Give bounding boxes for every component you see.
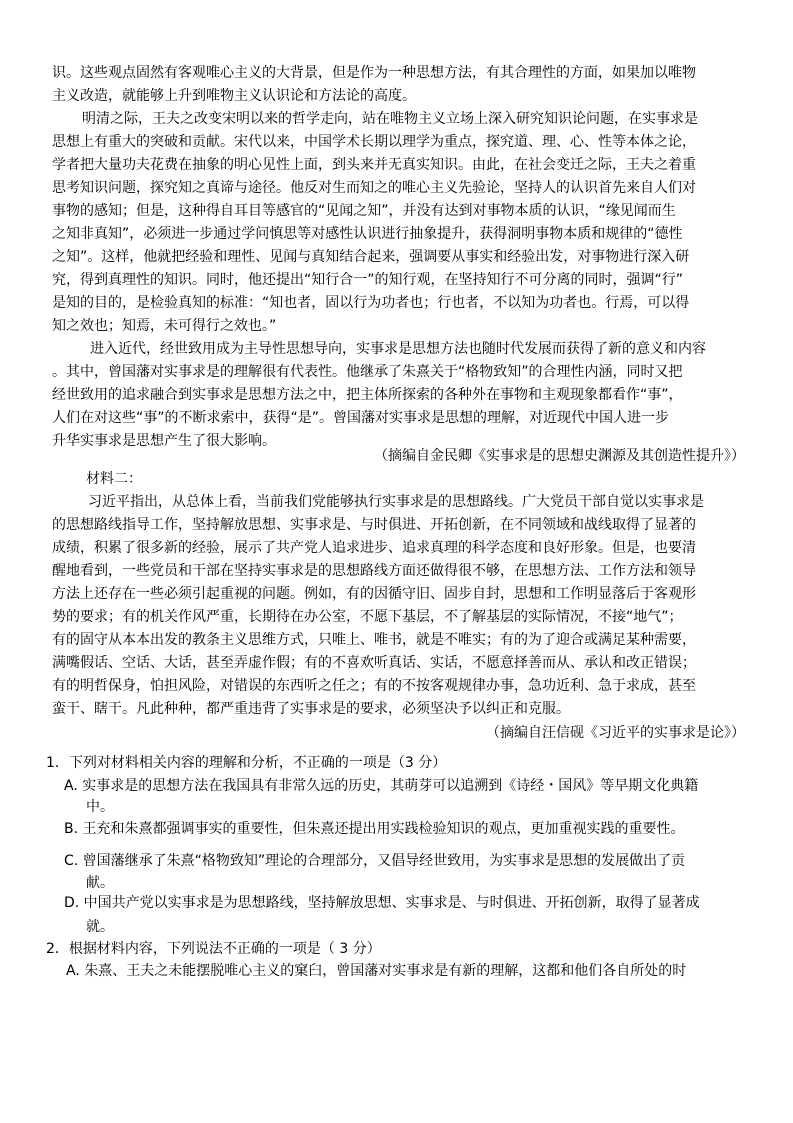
paragraph-line: 升华实事求是思想产生了很大影响。 (52, 433, 276, 449)
paragraph-line: 人们在对这些“事”的不断求索中，获得“是”。曾国藩对实事求是思想的理解，对近现代中国人进一步 (52, 410, 670, 426)
paragraph-line: 有的固守从本本出发的教条主义思维方式，只唯上、唯书，就是不唯实；有的为了迎合或满足某种需要， (52, 632, 696, 648)
source-citation: （摘编自汪信砚《习近平的实事求是论》） (486, 725, 745, 741)
paragraph-line: 识。这些观点固然有客观唯心主义的大背景，但是作为一种思想方法，有其合理性的方面，如果加以唯物 (52, 65, 696, 81)
paragraph-line: 方法上还存在一些必须引起重视的问题。例如，有的因循守旧、固步自封，思想和工作明显落后于客观形 (52, 586, 696, 602)
option-c-continued: 献。 (86, 875, 114, 891)
paragraph-line: 有的明哲保身，怕担风险，对错误的东西听之任之；有的不按客观规律办事，急功近利、急于求成，甚至 (52, 678, 696, 694)
paragraph-line: 势的要求；有的机关作风严重，长期待在办公室，不愿下基层，不了解基层的实际情况，不接“地气”； (52, 609, 683, 625)
paragraph-line: 之知”。这样，他就把经验和理性、见闻与真知结合起来，强调要从事实和经验出发，对事物进行深入研 (52, 249, 690, 265)
paragraph-line: 明清之际，王夫之改变宋明以来的哲学走向，站在唯物主义立场上深入研究知识论问题，在实事求是 (82, 111, 698, 127)
material-heading: 材料二： (86, 471, 142, 487)
paragraph-line: 学者把大量功夫花费在抽象的明心见性上面，到头来并无真实知识。由此，在社会变迁之际，王夫之着重 (52, 157, 696, 173)
paragraph-line: 知之效也；知焉，未可得行之效也。” (52, 318, 277, 334)
paragraph-line: 思想上有重大的突破和贡献。宋代以来，中国学术长期以理学为重点，探究道、理、心、性等本体之论， (52, 134, 696, 150)
option-a: A. 实事求是的思想方法在我国具有非常久远的历史，其萌芽可以追溯到《诗经・国风》等早期文化典籍 (64, 778, 699, 794)
paragraph-line: 之知非真知”，必须进一步通过学问慎思等对感性认识进行抽象提升，获得洞明事物本质和规律的“德性 (52, 226, 683, 242)
option-a: A. 朱熹、王夫之未能摆脱唯心主义的窠臼，曾国藩对实事求是有新的理解，这都和他们各自所处的时 (66, 963, 687, 979)
paragraph-line: 经世致用的追求融合到实事求是思想方法之中，把主体所探索的各种外在事物和主观现象都看作“事”， (52, 387, 683, 403)
paragraph-line: 蛮干、瞎干。凡此种种，都严重违背了实事求是的要求，必须坚决予以纠正和克服。 (52, 701, 570, 717)
paragraph-line: 习近平指出，从总体上看，当前我们党能够执行实事求是的思想路线。广大党员干部自觉以实事求是 (88, 494, 704, 510)
paragraph-line: 醒地看到，一些党员和干部在坚持实事求是的思想路线方面还做得很不够，在思想方法、工作方法和领导 (52, 563, 696, 579)
option-b: B. 王充和朱熹都强调事实的重要性，但朱熹还提出用实践检验知识的观点，更加重视实践的重要性。 (64, 821, 685, 837)
paragraph-line: 成绩，积累了很多新的经验，展示了共产党人追求进步、追求真理的科学态度和良好形象。但是，也要清 (52, 540, 696, 556)
paragraph-line: 主义改造，就能够上升到唯物主义认识论和方法论的高度。 (52, 88, 416, 104)
option-d-continued: 就。 (86, 919, 114, 935)
paragraph-line: 。其中，曾国藩对实事求是的理解很有代表性。他继承了朱熹关于“格物致知”的合理性内涵，同时又把 (52, 364, 683, 380)
paragraph-line: 是知的目的，是检验真知的标准：“知也者，固以行为功者也；行也者，不以知为功者也。行焉，可以得 (52, 295, 690, 311)
paragraph-line: 事物的感知；但是，这种得自耳目等感官的“见闻之知”，并没有达到对事物本质的认识，“缘见闻而生 (52, 203, 676, 219)
source-citation: （摘编自金民卿《实事求是的思想史渊源及其创造性提升》） (374, 448, 745, 464)
option-a-continued: 中。 (86, 799, 114, 815)
question-2: 2．根据材料内容，下列说法不正确的一项是（ 3 分） (46, 941, 381, 957)
paragraph-line: 思考知识问题，探究知之真谛与途径。他反对生而知之的唯心主义先验论，坚持人的认识首先来自人们对 (52, 180, 696, 196)
paragraph-line: 的思想路线指导工作，坚持解放思想、实事求是、与时俱进、开拓创新，在不同领域和战线取得了显著的 (52, 517, 696, 533)
paragraph-line: 进入近代，经世致用成为主导性思想导向，实事求是思想方法也随时代发展而获得了新的意义和内容 (90, 341, 706, 357)
paragraph-line: 究，得到真理性的知识。同时，他还提出“知行合一”的知行观，在坚持知行不可分离的同时，强调“行” (52, 272, 684, 288)
paragraph-line: 满嘴假话、空话、大话，甚至弄虚作假；有的不喜欢听真话、实话，不愿意择善而从、承认和改正错误； (52, 655, 696, 671)
option-d: D. 中国共产党以实事求是为思想路线，坚持解放思想、实事求是、与时俱进、开拓创新，取得了显著成 (64, 895, 700, 911)
option-c: C. 曾国藩继承了朱熹“格物致知”理论的合理部分，又倡导经世致用，为实事求是思想的发展做出了贡 (64, 853, 686, 869)
question-1: 1．下列对材料相关内容的理解和分析，不正确的一项是（3 分） (46, 755, 447, 771)
